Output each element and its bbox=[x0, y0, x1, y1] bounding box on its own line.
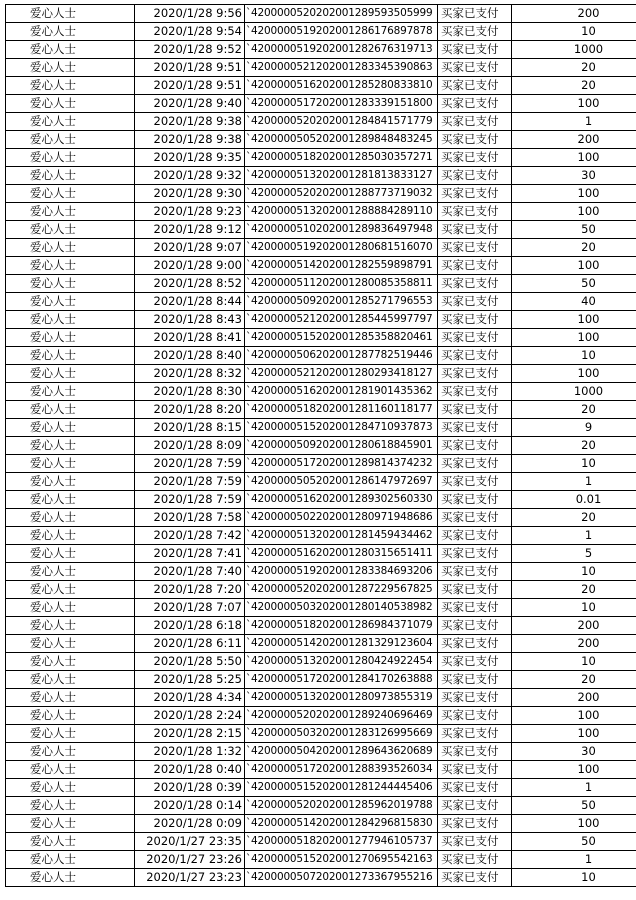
donor-name-cell: 爱心人士 bbox=[6, 221, 135, 239]
payment-status-cell: 买家已支付 bbox=[438, 365, 512, 383]
timestamp-cell: 2020/1/28 8:09 bbox=[135, 437, 245, 455]
timestamp-cell: 2020/1/28 8:20 bbox=[135, 401, 245, 419]
donor-name-cell: 爱心人士 bbox=[6, 833, 135, 851]
timestamp-cell: 2020/1/28 6:11 bbox=[135, 635, 245, 653]
donor-name-cell: 爱心人士 bbox=[6, 203, 135, 221]
table-row bbox=[6, 851, 636, 869]
amount-cell: 200 bbox=[512, 635, 636, 653]
order-number-cell: `4200000516202001289302560330 bbox=[245, 491, 438, 509]
timestamp-cell: 2020/1/28 9:12 bbox=[135, 221, 245, 239]
table-row bbox=[6, 311, 636, 329]
table-row bbox=[6, 41, 636, 59]
order-number-cell: `4200000519202001282676319713 bbox=[245, 41, 438, 59]
donor-name-cell: 爱心人士 bbox=[6, 617, 135, 635]
donor-name-cell: 爱心人士 bbox=[6, 437, 135, 455]
timestamp-cell: 2020/1/28 9:56 bbox=[135, 5, 245, 23]
table-row bbox=[6, 545, 636, 563]
payment-status-cell: 买家已支付 bbox=[438, 59, 512, 77]
timestamp-cell: 2020/1/28 2:24 bbox=[135, 707, 245, 725]
order-number-cell: `4200000515202001284710937873 bbox=[245, 419, 438, 437]
donor-name-cell: 爱心人士 bbox=[6, 365, 135, 383]
order-number-cell: `4200000520202001284841571779 bbox=[245, 113, 438, 131]
order-number-cell: `4200000515202001270695542163 bbox=[245, 851, 438, 869]
payment-status-cell: 买家已支付 bbox=[438, 689, 512, 707]
amount-cell: 20 bbox=[512, 77, 636, 95]
table-row bbox=[6, 329, 636, 347]
amount-cell: 200 bbox=[512, 617, 636, 635]
timestamp-cell: 2020/1/28 1:32 bbox=[135, 743, 245, 761]
amount-cell: 9 bbox=[512, 419, 636, 437]
timestamp-cell: 2020/1/28 9:51 bbox=[135, 59, 245, 77]
donor-name-cell: 爱心人士 bbox=[6, 563, 135, 581]
payment-status-cell: 买家已支付 bbox=[438, 563, 512, 581]
amount-cell: 30 bbox=[512, 743, 636, 761]
order-number-cell: `4200000514202001281329123604 bbox=[245, 635, 438, 653]
donor-name-cell: 爱心人士 bbox=[6, 779, 135, 797]
table-row bbox=[6, 779, 636, 797]
amount-cell: 40 bbox=[512, 293, 636, 311]
donor-name-cell: 爱心人士 bbox=[6, 5, 135, 23]
amount-cell: 1 bbox=[512, 113, 636, 131]
table-row bbox=[6, 365, 636, 383]
amount-cell: 20 bbox=[512, 581, 636, 599]
table-row bbox=[6, 797, 636, 815]
table-row bbox=[6, 149, 636, 167]
table-row bbox=[6, 347, 636, 365]
order-number-cell: `4200000520202001288773719032 bbox=[245, 185, 438, 203]
table-row bbox=[6, 707, 636, 725]
payment-status-cell: 买家已支付 bbox=[438, 869, 512, 887]
payment-status-cell: 买家已支付 bbox=[438, 293, 512, 311]
amount-cell: 20 bbox=[512, 509, 636, 527]
order-number-cell: `4200000518202001281160118177 bbox=[245, 401, 438, 419]
timestamp-cell: 2020/1/28 0:14 bbox=[135, 797, 245, 815]
amount-cell: 10 bbox=[512, 599, 636, 617]
order-number-cell: `4200000517202001284170263888 bbox=[245, 671, 438, 689]
donor-name-cell: 爱心人士 bbox=[6, 185, 135, 203]
table-row bbox=[6, 185, 636, 203]
order-number-cell: `4200000515202001281244445406 bbox=[245, 779, 438, 797]
timestamp-cell: 2020/1/28 8:15 bbox=[135, 419, 245, 437]
table-row bbox=[6, 95, 636, 113]
order-number-cell: `4200000504202001289643620689 bbox=[245, 743, 438, 761]
timestamp-cell: 2020/1/28 5:25 bbox=[135, 671, 245, 689]
table-row bbox=[6, 257, 636, 275]
order-number-cell: `4200000521202001280293418127 bbox=[245, 365, 438, 383]
amount-cell: 10 bbox=[512, 653, 636, 671]
timestamp-cell: 2020/1/28 9:07 bbox=[135, 239, 245, 257]
order-number-cell: `4200000518202001277946105737 bbox=[245, 833, 438, 851]
payment-status-cell: 买家已支付 bbox=[438, 545, 512, 563]
payment-status-cell: 买家已支付 bbox=[438, 797, 512, 815]
timestamp-cell: 2020/1/28 8:52 bbox=[135, 275, 245, 293]
table-row bbox=[6, 221, 636, 239]
payment-status-cell: 买家已支付 bbox=[438, 437, 512, 455]
order-number-cell: `4200000516202001280315651411 bbox=[245, 545, 438, 563]
table-row bbox=[6, 671, 636, 689]
order-number-cell: `4200000509202001280618845901 bbox=[245, 437, 438, 455]
donor-name-cell: 爱心人士 bbox=[6, 869, 135, 887]
donor-name-cell: 爱心人士 bbox=[6, 419, 135, 437]
table-row bbox=[6, 5, 636, 23]
timestamp-cell: 2020/1/28 2:15 bbox=[135, 725, 245, 743]
donor-name-cell: 爱心人士 bbox=[6, 545, 135, 563]
amount-cell: 50 bbox=[512, 275, 636, 293]
table-row bbox=[6, 509, 636, 527]
table-row bbox=[6, 581, 636, 599]
amount-cell: 100 bbox=[512, 365, 636, 383]
amount-cell: 1 bbox=[512, 851, 636, 869]
table-row bbox=[6, 455, 636, 473]
donor-name-cell: 爱心人士 bbox=[6, 401, 135, 419]
donation-ledger-table bbox=[5, 4, 636, 887]
payment-status-cell: 买家已支付 bbox=[438, 167, 512, 185]
table-row bbox=[6, 113, 636, 131]
payment-status-cell: 买家已支付 bbox=[438, 203, 512, 221]
payment-status-cell: 买家已支付 bbox=[438, 149, 512, 167]
payment-status-cell: 买家已支付 bbox=[438, 419, 512, 437]
timestamp-cell: 2020/1/28 9:30 bbox=[135, 185, 245, 203]
donor-name-cell: 爱心人士 bbox=[6, 383, 135, 401]
payment-status-cell: 买家已支付 bbox=[438, 41, 512, 59]
table-row bbox=[6, 239, 636, 257]
payment-status-cell: 买家已支付 bbox=[438, 617, 512, 635]
donor-name-cell: 爱心人士 bbox=[6, 689, 135, 707]
amount-cell: 1 bbox=[512, 779, 636, 797]
amount-cell: 50 bbox=[512, 833, 636, 851]
donor-name-cell: 爱心人士 bbox=[6, 329, 135, 347]
payment-status-cell: 买家已支付 bbox=[438, 491, 512, 509]
amount-cell: 200 bbox=[512, 5, 636, 23]
donor-name-cell: 爱心人士 bbox=[6, 653, 135, 671]
order-number-cell: `4200000516202001285280833810 bbox=[245, 77, 438, 95]
order-number-cell: `4200000514202001282559898791 bbox=[245, 257, 438, 275]
table-row bbox=[6, 563, 636, 581]
donor-name-cell: 爱心人士 bbox=[6, 239, 135, 257]
table-row bbox=[6, 689, 636, 707]
amount-cell: 100 bbox=[512, 95, 636, 113]
table-row bbox=[6, 383, 636, 401]
timestamp-cell: 2020/1/28 0:40 bbox=[135, 761, 245, 779]
payment-status-cell: 买家已支付 bbox=[438, 275, 512, 293]
order-number-cell: `4200000519202001283384693206 bbox=[245, 563, 438, 581]
payment-status-cell: 买家已支付 bbox=[438, 455, 512, 473]
payment-status-cell: 买家已支付 bbox=[438, 743, 512, 761]
order-number-cell: `4200000502202001280971948686 bbox=[245, 509, 438, 527]
timestamp-cell: 2020/1/28 9:23 bbox=[135, 203, 245, 221]
donor-name-cell: 爱心人士 bbox=[6, 95, 135, 113]
amount-cell: 100 bbox=[512, 203, 636, 221]
table-row bbox=[6, 815, 636, 833]
timestamp-cell: 2020/1/28 9:38 bbox=[135, 131, 245, 149]
timestamp-cell: 2020/1/27 23:26 bbox=[135, 851, 245, 869]
donor-name-cell: 爱心人士 bbox=[6, 311, 135, 329]
order-number-cell: `4200000509202001285271796553 bbox=[245, 293, 438, 311]
payment-status-cell: 买家已支付 bbox=[438, 635, 512, 653]
payment-status-cell: 买家已支付 bbox=[438, 401, 512, 419]
table-row bbox=[6, 293, 636, 311]
payment-status-cell: 买家已支付 bbox=[438, 851, 512, 869]
payment-status-cell: 买家已支付 bbox=[438, 329, 512, 347]
table-row bbox=[6, 635, 636, 653]
table-row bbox=[6, 275, 636, 293]
timestamp-cell: 2020/1/28 7:07 bbox=[135, 599, 245, 617]
order-number-cell: `4200000520202001287229567825 bbox=[245, 581, 438, 599]
timestamp-cell: 2020/1/28 7:59 bbox=[135, 455, 245, 473]
donor-name-cell: 爱心人士 bbox=[6, 707, 135, 725]
amount-cell: 100 bbox=[512, 707, 636, 725]
amount-cell: 10 bbox=[512, 869, 636, 887]
payment-status-cell: 买家已支付 bbox=[438, 113, 512, 131]
donor-name-cell: 爱心人士 bbox=[6, 599, 135, 617]
table-row bbox=[6, 473, 636, 491]
donor-name-cell: 爱心人士 bbox=[6, 77, 135, 95]
amount-cell: 20 bbox=[512, 59, 636, 77]
donor-name-cell: 爱心人士 bbox=[6, 797, 135, 815]
payment-status-cell: 买家已支付 bbox=[438, 833, 512, 851]
amount-cell: 1000 bbox=[512, 383, 636, 401]
timestamp-cell: 2020/1/28 9:00 bbox=[135, 257, 245, 275]
amount-cell: 20 bbox=[512, 239, 636, 257]
order-number-cell: `4200000506202001287782519446 bbox=[245, 347, 438, 365]
donor-name-cell: 爱心人士 bbox=[6, 815, 135, 833]
donor-name-cell: 爱心人士 bbox=[6, 509, 135, 527]
donor-name-cell: 爱心人士 bbox=[6, 257, 135, 275]
ledger-body bbox=[6, 5, 636, 887]
amount-cell: 30 bbox=[512, 167, 636, 185]
donor-name-cell: 爱心人士 bbox=[6, 671, 135, 689]
donor-name-cell: 爱心人士 bbox=[6, 635, 135, 653]
payment-status-cell: 买家已支付 bbox=[438, 383, 512, 401]
table-row bbox=[6, 77, 636, 95]
timestamp-cell: 2020/1/28 8:30 bbox=[135, 383, 245, 401]
amount-cell: 50 bbox=[512, 797, 636, 815]
payment-status-cell: 买家已支付 bbox=[438, 509, 512, 527]
timestamp-cell: 2020/1/28 8:40 bbox=[135, 347, 245, 365]
timestamp-cell: 2020/1/28 6:18 bbox=[135, 617, 245, 635]
table-row bbox=[6, 599, 636, 617]
donor-name-cell: 爱心人士 bbox=[6, 131, 135, 149]
payment-status-cell: 买家已支付 bbox=[438, 815, 512, 833]
donor-name-cell: 爱心人士 bbox=[6, 743, 135, 761]
donor-name-cell: 爱心人士 bbox=[6, 491, 135, 509]
timestamp-cell: 2020/1/28 9:52 bbox=[135, 41, 245, 59]
timestamp-cell: 2020/1/28 9:32 bbox=[135, 167, 245, 185]
donor-name-cell: 爱心人士 bbox=[6, 59, 135, 77]
donor-name-cell: 爱心人士 bbox=[6, 23, 135, 41]
order-number-cell: `4200000507202001273367955216 bbox=[245, 869, 438, 887]
order-number-cell: `4200000513202001281813833127 bbox=[245, 167, 438, 185]
timestamp-cell: 2020/1/28 7:58 bbox=[135, 509, 245, 527]
amount-cell: 0.01 bbox=[512, 491, 636, 509]
amount-cell: 1 bbox=[512, 527, 636, 545]
donor-name-cell: 爱心人士 bbox=[6, 167, 135, 185]
payment-status-cell: 买家已支付 bbox=[438, 95, 512, 113]
table-row bbox=[6, 743, 636, 761]
donor-name-cell: 爱心人士 bbox=[6, 275, 135, 293]
timestamp-cell: 2020/1/28 7:20 bbox=[135, 581, 245, 599]
table-row bbox=[6, 23, 636, 41]
payment-status-cell: 买家已支付 bbox=[438, 311, 512, 329]
donor-name-cell: 爱心人士 bbox=[6, 473, 135, 491]
payment-status-cell: 买家已支付 bbox=[438, 581, 512, 599]
donor-name-cell: 爱心人士 bbox=[6, 761, 135, 779]
donor-name-cell: 爱心人士 bbox=[6, 293, 135, 311]
order-number-cell: `4200000513202001280424922454 bbox=[245, 653, 438, 671]
payment-status-cell: 买家已支付 bbox=[438, 23, 512, 41]
payment-status-cell: 买家已支付 bbox=[438, 131, 512, 149]
donor-name-cell: 爱心人士 bbox=[6, 527, 135, 545]
timestamp-cell: 2020/1/28 8:32 bbox=[135, 365, 245, 383]
order-number-cell: `4200000511202001280085358811 bbox=[245, 275, 438, 293]
timestamp-cell: 2020/1/28 7:59 bbox=[135, 491, 245, 509]
table-row bbox=[6, 131, 636, 149]
amount-cell: 100 bbox=[512, 185, 636, 203]
payment-status-cell: 买家已支付 bbox=[438, 761, 512, 779]
donor-name-cell: 爱心人士 bbox=[6, 851, 135, 869]
table-row bbox=[6, 419, 636, 437]
order-number-cell: `4200000516202001281901435362 bbox=[245, 383, 438, 401]
payment-status-cell: 买家已支付 bbox=[438, 239, 512, 257]
amount-cell: 100 bbox=[512, 725, 636, 743]
order-number-cell: `4200000513202001288884289110 bbox=[245, 203, 438, 221]
amount-cell: 1000 bbox=[512, 41, 636, 59]
timestamp-cell: 2020/1/28 8:43 bbox=[135, 311, 245, 329]
timestamp-cell: 2020/1/28 8:44 bbox=[135, 293, 245, 311]
amount-cell: 200 bbox=[512, 689, 636, 707]
timestamp-cell: 2020/1/28 0:09 bbox=[135, 815, 245, 833]
payment-status-cell: 买家已支付 bbox=[438, 653, 512, 671]
amount-cell: 100 bbox=[512, 815, 636, 833]
amount-cell: 100 bbox=[512, 311, 636, 329]
order-number-cell: `4200000505202001289848483245 bbox=[245, 131, 438, 149]
order-number-cell: `4200000520202001285962019788 bbox=[245, 797, 438, 815]
payment-status-cell: 买家已支付 bbox=[438, 473, 512, 491]
order-number-cell: `4200000503202001280140538982 bbox=[245, 599, 438, 617]
amount-cell: 20 bbox=[512, 401, 636, 419]
payment-status-cell: 买家已支付 bbox=[438, 257, 512, 275]
timestamp-cell: 2020/1/28 4:34 bbox=[135, 689, 245, 707]
order-number-cell: `4200000520202001289240696469 bbox=[245, 707, 438, 725]
donor-name-cell: 爱心人士 bbox=[6, 347, 135, 365]
timestamp-cell: 2020/1/28 7:41 bbox=[135, 545, 245, 563]
timestamp-cell: 2020/1/28 7:59 bbox=[135, 473, 245, 491]
donor-name-cell: 爱心人士 bbox=[6, 455, 135, 473]
order-number-cell: `4200000518202001286984371079 bbox=[245, 617, 438, 635]
table-row bbox=[6, 203, 636, 221]
timestamp-cell: 2020/1/28 5:50 bbox=[135, 653, 245, 671]
payment-status-cell: 买家已支付 bbox=[438, 725, 512, 743]
timestamp-cell: 2020/1/27 23:23 bbox=[135, 869, 245, 887]
timestamp-cell: 2020/1/28 8:41 bbox=[135, 329, 245, 347]
amount-cell: 10 bbox=[512, 563, 636, 581]
table-row bbox=[6, 869, 636, 887]
order-number-cell: `4200000514202001284296815830 bbox=[245, 815, 438, 833]
order-number-cell: `4200000519202001286176897878 bbox=[245, 23, 438, 41]
timestamp-cell: 2020/1/28 9:35 bbox=[135, 149, 245, 167]
order-number-cell: `4200000521202001285445997797 bbox=[245, 311, 438, 329]
order-number-cell: `4200000519202001280681516070 bbox=[245, 239, 438, 257]
amount-cell: 1 bbox=[512, 473, 636, 491]
table-row bbox=[6, 491, 636, 509]
order-number-cell: `4200000515202001285358820461 bbox=[245, 329, 438, 347]
order-number-cell: `4200000505202001286147972697 bbox=[245, 473, 438, 491]
table-row bbox=[6, 617, 636, 635]
amount-cell: 200 bbox=[512, 131, 636, 149]
timestamp-cell: 2020/1/27 23:35 bbox=[135, 833, 245, 851]
order-number-cell: `4200000517202001289814374232 bbox=[245, 455, 438, 473]
amount-cell: 10 bbox=[512, 23, 636, 41]
order-number-cell: `4200000510202001289836497948 bbox=[245, 221, 438, 239]
amount-cell: 100 bbox=[512, 761, 636, 779]
order-number-cell: `4200000513202001280973855319 bbox=[245, 689, 438, 707]
donor-name-cell: 爱心人士 bbox=[6, 149, 135, 167]
timestamp-cell: 2020/1/28 7:40 bbox=[135, 563, 245, 581]
payment-status-cell: 买家已支付 bbox=[438, 347, 512, 365]
table-row bbox=[6, 653, 636, 671]
timestamp-cell: 2020/1/28 9:54 bbox=[135, 23, 245, 41]
table-row bbox=[6, 761, 636, 779]
table-row bbox=[6, 59, 636, 77]
table-row bbox=[6, 167, 636, 185]
order-number-cell: `4200000517202001283339151800 bbox=[245, 95, 438, 113]
payment-status-cell: 买家已支付 bbox=[438, 185, 512, 203]
amount-cell: 100 bbox=[512, 257, 636, 275]
order-number-cell: `4200000521202001283345390863 bbox=[245, 59, 438, 77]
donor-name-cell: 爱心人士 bbox=[6, 581, 135, 599]
amount-cell: 100 bbox=[512, 329, 636, 347]
donor-name-cell: 爱心人士 bbox=[6, 113, 135, 131]
timestamp-cell: 2020/1/28 9:40 bbox=[135, 95, 245, 113]
amount-cell: 10 bbox=[512, 455, 636, 473]
payment-status-cell: 买家已支付 bbox=[438, 527, 512, 545]
order-number-cell: `4200000518202001285030357271 bbox=[245, 149, 438, 167]
amount-cell: 10 bbox=[512, 347, 636, 365]
payment-status-cell: 买家已支付 bbox=[438, 77, 512, 95]
timestamp-cell: 2020/1/28 7:42 bbox=[135, 527, 245, 545]
order-number-cell: `4200000520202001289593505999 bbox=[245, 5, 438, 23]
timestamp-cell: 2020/1/28 9:38 bbox=[135, 113, 245, 131]
timestamp-cell: 2020/1/28 9:51 bbox=[135, 77, 245, 95]
donor-name-cell: 爱心人士 bbox=[6, 725, 135, 743]
table-row bbox=[6, 725, 636, 743]
payment-status-cell: 买家已支付 bbox=[438, 707, 512, 725]
payment-status-cell: 买家已支付 bbox=[438, 779, 512, 797]
amount-cell: 50 bbox=[512, 221, 636, 239]
donor-name-cell: 爱心人士 bbox=[6, 41, 135, 59]
order-number-cell: `4200000503202001283126995669 bbox=[245, 725, 438, 743]
timestamp-cell: 2020/1/28 0:39 bbox=[135, 779, 245, 797]
table-row bbox=[6, 437, 636, 455]
table-row bbox=[6, 401, 636, 419]
table-row bbox=[6, 527, 636, 545]
payment-status-cell: 买家已支付 bbox=[438, 671, 512, 689]
order-number-cell: `4200000513202001281459434462 bbox=[245, 527, 438, 545]
payment-status-cell: 买家已支付 bbox=[438, 221, 512, 239]
amount-cell: 100 bbox=[512, 149, 636, 167]
payment-status-cell: 买家已支付 bbox=[438, 599, 512, 617]
amount-cell: 20 bbox=[512, 437, 636, 455]
payment-status-cell: 买家已支付 bbox=[438, 5, 512, 23]
order-number-cell: `4200000517202001288393526034 bbox=[245, 761, 438, 779]
table-row bbox=[6, 833, 636, 851]
amount-cell: 20 bbox=[512, 671, 636, 689]
amount-cell: 5 bbox=[512, 545, 636, 563]
